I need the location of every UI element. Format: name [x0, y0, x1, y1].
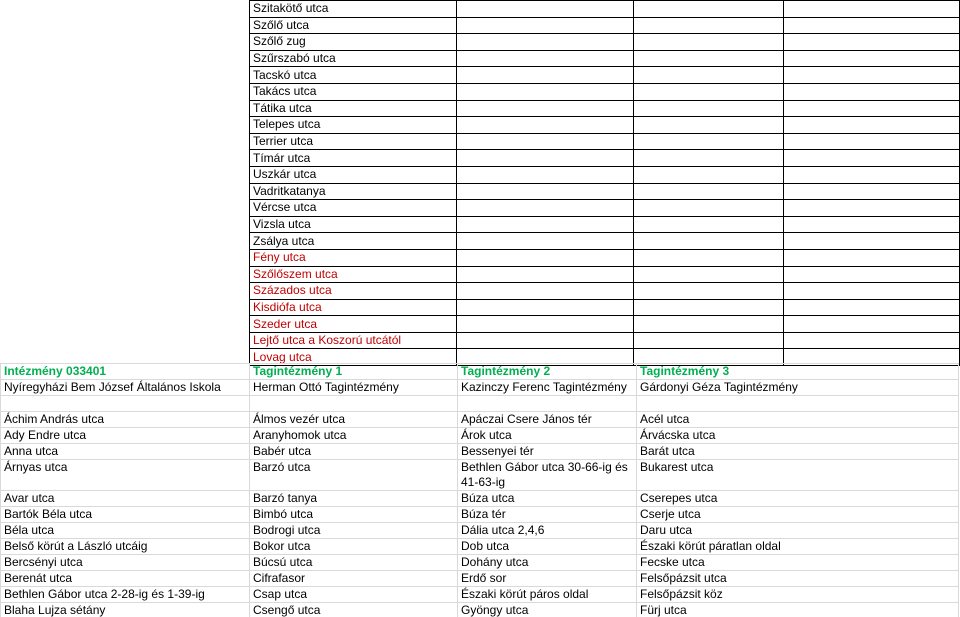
table-row: [1, 523, 959, 539]
street-cell-institution: Berenát utca: [1, 571, 250, 587]
street-cell-member-1: Aranyhomok utca: [250, 428, 458, 444]
table-row: [1, 571, 959, 587]
top-list-empty-cell: [783, 34, 959, 51]
top-list-empty-cell: [783, 332, 959, 349]
street-cell-member-3: Fürj utca: [637, 603, 959, 617]
top-list-row: [250, 100, 960, 117]
street-cell-member-1: Babér utca: [250, 444, 458, 460]
top-list-empty-cell: [633, 34, 783, 51]
top-list-street: Tacskó utca: [250, 67, 457, 84]
table-row: [1, 603, 959, 617]
top-list-empty-cell: [783, 183, 959, 200]
street-cell-member-2: Dália utca 2,4,6: [458, 523, 637, 539]
top-list-empty-cell: [457, 183, 633, 200]
top-list-row: [250, 166, 960, 183]
street-cell-member-2: Bethlen Gábor utca 30-66-ig és 41-63-ig: [458, 460, 637, 491]
street-cell-member-1: Barzó utca: [250, 460, 458, 491]
top-street-list: [249, 0, 960, 366]
street-cell-member-3: Fecske utca: [637, 555, 959, 571]
top-list-empty-cell: [783, 83, 959, 100]
street-cell-member-2: Árok utca: [458, 428, 637, 444]
top-list-empty-cell: [633, 233, 783, 250]
street-cell-member-3: Barát utca: [637, 444, 959, 460]
top-list-empty-cell: [633, 100, 783, 117]
top-list-empty-cell: [783, 1, 959, 18]
table-row: [1, 587, 959, 603]
school-name-member-2: Kazinczy Ferenc Tagintézmény: [458, 380, 637, 396]
top-list-empty-cell: [457, 67, 633, 84]
top-list-empty-cell: [633, 83, 783, 100]
table-row: [1, 491, 959, 507]
top-list-street: Terrier utca: [250, 133, 457, 150]
top-list-empty-cell: [633, 17, 783, 34]
top-list-empty-cell: [457, 249, 633, 266]
top-list-empty-cell: [457, 17, 633, 34]
top-list-empty-cell: [457, 117, 633, 134]
top-list-empty-cell: [457, 100, 633, 117]
top-list-row: [250, 150, 960, 167]
top-list-empty-cell: [783, 233, 959, 250]
street-cell-member-2: Dohány utca: [458, 555, 637, 571]
top-list-street: Szőlő zug: [250, 34, 457, 51]
street-cell-institution: Ady Endre utca: [1, 428, 250, 444]
header-institution: Intézmény 033401: [1, 364, 250, 380]
top-list-empty-cell: [633, 133, 783, 150]
top-list-empty-cell: [457, 283, 633, 300]
top-list-street: Zsálya utca: [250, 233, 457, 250]
top-list-empty-cell: [783, 166, 959, 183]
top-list-empty-cell: [783, 50, 959, 67]
top-list-row: [250, 133, 960, 150]
top-list-row: [250, 117, 960, 134]
top-list-street: Szeder utca: [250, 316, 457, 333]
top-list-empty-cell: [783, 200, 959, 217]
top-list-empty-cell: [783, 266, 959, 283]
top-list-empty-cell: [633, 283, 783, 300]
top-list-empty-cell: [457, 299, 633, 316]
street-cell-member-2: Búza utca: [458, 491, 637, 507]
spacer-row: [1, 396, 959, 412]
street-cell-institution: Blaha Lujza sétány: [1, 603, 250, 617]
street-cell-member-3: Északi körút páratlan oldal: [637, 539, 959, 555]
table-row: [1, 507, 959, 523]
street-cell-member-3: Cserepes utca: [637, 491, 959, 507]
street-cell-member-1: Csap utca: [250, 587, 458, 603]
top-list-empty-cell: [783, 133, 959, 150]
top-list-row: [250, 216, 960, 233]
top-list-empty-cell: [457, 216, 633, 233]
street-cell-member-2: Gyöngy utca: [458, 603, 637, 617]
top-list-street: Takács utca: [250, 83, 457, 100]
header-member-1: Tagintézmény 1: [250, 364, 458, 380]
street-cell-member-2: Bessenyei tér: [458, 444, 637, 460]
table-row: [1, 444, 959, 460]
top-list-row: [250, 67, 960, 84]
table-row: [1, 428, 959, 444]
top-list-empty-cell: [633, 1, 783, 18]
top-list-empty-cell: [457, 166, 633, 183]
top-list-street: Fény utca: [250, 249, 457, 266]
top-list-empty-cell: [457, 1, 633, 18]
top-list-street: Vércse utca: [250, 200, 457, 217]
top-list-empty-cell: [457, 34, 633, 51]
top-list-empty-cell: [783, 100, 959, 117]
top-list-street: Lovag utca: [250, 349, 457, 366]
top-list-empty-cell: [633, 67, 783, 84]
street-cell-member-1: Bodrogi utca: [250, 523, 458, 539]
top-list-row: [250, 200, 960, 217]
street-cell-institution: Bercsényi utca: [1, 555, 250, 571]
top-list-empty-cell: [457, 150, 633, 167]
top-list-street: Szitakötő utca: [250, 1, 457, 18]
street-cell-institution: Bartók Béla utca: [1, 507, 250, 523]
top-list-empty-cell: [457, 83, 633, 100]
table-row: [1, 539, 959, 555]
top-list-empty-cell: [633, 249, 783, 266]
top-list-row: [250, 183, 960, 200]
top-list-street: Uszkár utca: [250, 166, 457, 183]
street-cell-member-2: Északi körút páros oldal: [458, 587, 637, 603]
top-list-street: Vizsla utca: [250, 216, 457, 233]
street-cell-institution: Anna utca: [1, 444, 250, 460]
school-name-member-1: Herman Ottó Tagintézmény: [250, 380, 458, 396]
street-cell-institution: Belső körút a László utcáig: [1, 539, 250, 555]
top-list-row: [250, 249, 960, 266]
street-cell-member-3: Bukarest utca: [637, 460, 959, 491]
header-member-3: Tagintézmény 3: [637, 364, 959, 380]
top-list-empty-cell: [633, 50, 783, 67]
street-cell-member-1: Búcsú utca: [250, 555, 458, 571]
street-cell-member-1: Barzó tanya: [250, 491, 458, 507]
top-list-row: [250, 266, 960, 283]
top-list-empty-cell: [783, 67, 959, 84]
top-list-empty-cell: [633, 150, 783, 167]
street-cell-institution: Bethlen Gábor utca 2-28-ig és 1-39-ig: [1, 587, 250, 603]
street-cell-institution: Béla utca: [1, 523, 250, 539]
top-list-empty-cell: [633, 332, 783, 349]
street-cell-member-2: Búza tér: [458, 507, 637, 523]
top-list-row: [250, 283, 960, 300]
top-list-empty-cell: [633, 166, 783, 183]
top-list-street: Százados utca: [250, 283, 457, 300]
top-list-empty-cell: [783, 150, 959, 167]
top-list-empty-cell: [633, 316, 783, 333]
street-cell-member-2: Apáczai Csere János tér: [458, 412, 637, 428]
header-member-2: Tagintézmény 2: [458, 364, 637, 380]
top-list-empty-cell: [633, 200, 783, 217]
street-cell-member-3: Felsőpázsit köz: [637, 587, 959, 603]
top-list-empty-cell: [457, 316, 633, 333]
street-cell-institution: Avar utca: [1, 491, 250, 507]
top-list-empty-cell: [633, 117, 783, 134]
top-list-empty-cell: [457, 233, 633, 250]
top-list-street: Szűrszabó utca: [250, 50, 457, 67]
top-list-street: Tátika utca: [250, 100, 457, 117]
top-list-street: Szőlőszem utca: [250, 266, 457, 283]
top-list-empty-cell: [457, 50, 633, 67]
top-list-empty-cell: [457, 133, 633, 150]
top-list-row: [250, 34, 960, 51]
street-cell-member-2: Dob utca: [458, 539, 637, 555]
top-list-empty-cell: [457, 200, 633, 217]
top-list-empty-cell: [633, 299, 783, 316]
school-name-member-3: Gárdonyi Géza Tagintézmény: [637, 380, 959, 396]
top-list-row: [250, 299, 960, 316]
street-cell-member-1: Cifrafasor: [250, 571, 458, 587]
top-list-row: [250, 50, 960, 67]
street-cell-member-1: Bimbó utca: [250, 507, 458, 523]
top-list-empty-cell: [783, 117, 959, 134]
street-cell-member-1: Álmos vezér utca: [250, 412, 458, 428]
top-list-street: Telepes utca: [250, 117, 457, 134]
district-table: [0, 363, 959, 617]
header-row: [1, 364, 959, 380]
top-list-empty-cell: [633, 266, 783, 283]
street-cell-institution: Árnyas utca: [1, 460, 250, 491]
top-list-row: [250, 316, 960, 333]
top-list-street: Tímár utca: [250, 150, 457, 167]
street-cell-member-3: Felsőpázsit utca: [637, 571, 959, 587]
top-list-row: [250, 332, 960, 349]
top-list-row: [250, 17, 960, 34]
top-list-empty-cell: [783, 316, 959, 333]
table-row: [1, 412, 959, 428]
top-list-row: [250, 83, 960, 100]
street-cell-member-2: Erdő sor: [458, 571, 637, 587]
street-cell-member-3: Cserje utca: [637, 507, 959, 523]
top-list-row: [250, 233, 960, 250]
top-list-empty-cell: [783, 17, 959, 34]
table-row: [1, 460, 959, 491]
street-cell-member-3: Daru utca: [637, 523, 959, 539]
top-list-empty-cell: [783, 299, 959, 316]
school-name-row: [1, 380, 959, 396]
top-list-empty-cell: [457, 332, 633, 349]
top-list-empty-cell: [633, 216, 783, 233]
top-list-empty-cell: [783, 249, 959, 266]
school-name-institution: Nyíregyházi Bem József Általános Iskola: [1, 380, 250, 396]
top-list-row: [250, 1, 960, 18]
top-list-empty-cell: [783, 216, 959, 233]
street-cell-member-3: Acél utca: [637, 412, 959, 428]
top-list-empty-cell: [783, 283, 959, 300]
top-list-empty-cell: [457, 266, 633, 283]
top-list-street: Vadritkatanya: [250, 183, 457, 200]
top-list-street: Lejtő utca a Koszorú utcától: [250, 332, 457, 349]
table-row: [1, 555, 959, 571]
top-list-empty-cell: [633, 183, 783, 200]
street-cell-institution: Áchim András utca: [1, 412, 250, 428]
street-cell-member-1: Csengő utca: [250, 603, 458, 617]
top-list-street: Szőlő utca: [250, 17, 457, 34]
street-cell-member-1: Bokor utca: [250, 539, 458, 555]
top-list-street: Kisdiófa utca: [250, 299, 457, 316]
street-cell-member-3: Árvácska utca: [637, 428, 959, 444]
